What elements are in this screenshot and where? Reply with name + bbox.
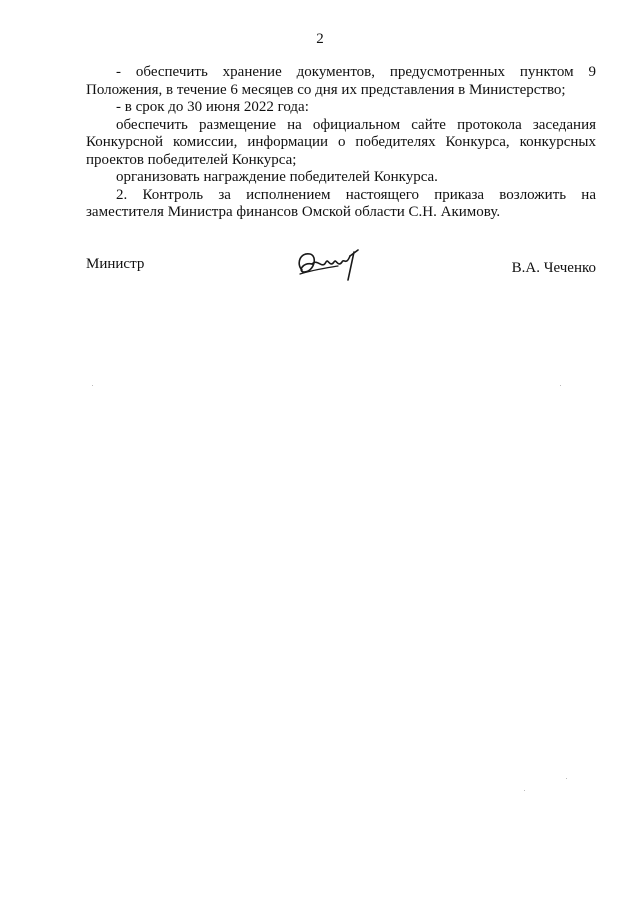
handwritten-signature <box>292 244 364 284</box>
scan-speck <box>92 385 93 386</box>
paragraph-deadline: - в срок до 30 июня 2022 года: <box>116 99 309 115</box>
signature-block <box>86 256 596 280</box>
paragraph-control: 2. Контроль за исполнением настоящего приказа возложить на заместителя Министра финансов Омской области С.Н. Акимову. <box>86 186 596 220</box>
scan-speck <box>566 778 567 779</box>
scan-speck <box>560 385 561 386</box>
paragraph-awards: организовать награждение победителей Конкурса. <box>116 169 438 185</box>
scan-speck <box>524 790 525 791</box>
signatory-position: Министр <box>86 256 145 272</box>
paragraph-publication: обеспечить размещение на официальном сайте протокола заседания Конкурсной комиссии, информации о победителях Конкурса, конкурсных проектов победителей Конкурса; <box>86 116 596 168</box>
document-body <box>86 64 596 222</box>
signatory-name: В.А. Чеченко <box>511 260 596 276</box>
paragraph-storage: - обеспечить хранение документов, предусмотренных пунктом 9 Положения, в течение 6 месяцев со дня их представления в Министерство; <box>86 64 596 98</box>
page-number: 2 <box>316 31 324 47</box>
